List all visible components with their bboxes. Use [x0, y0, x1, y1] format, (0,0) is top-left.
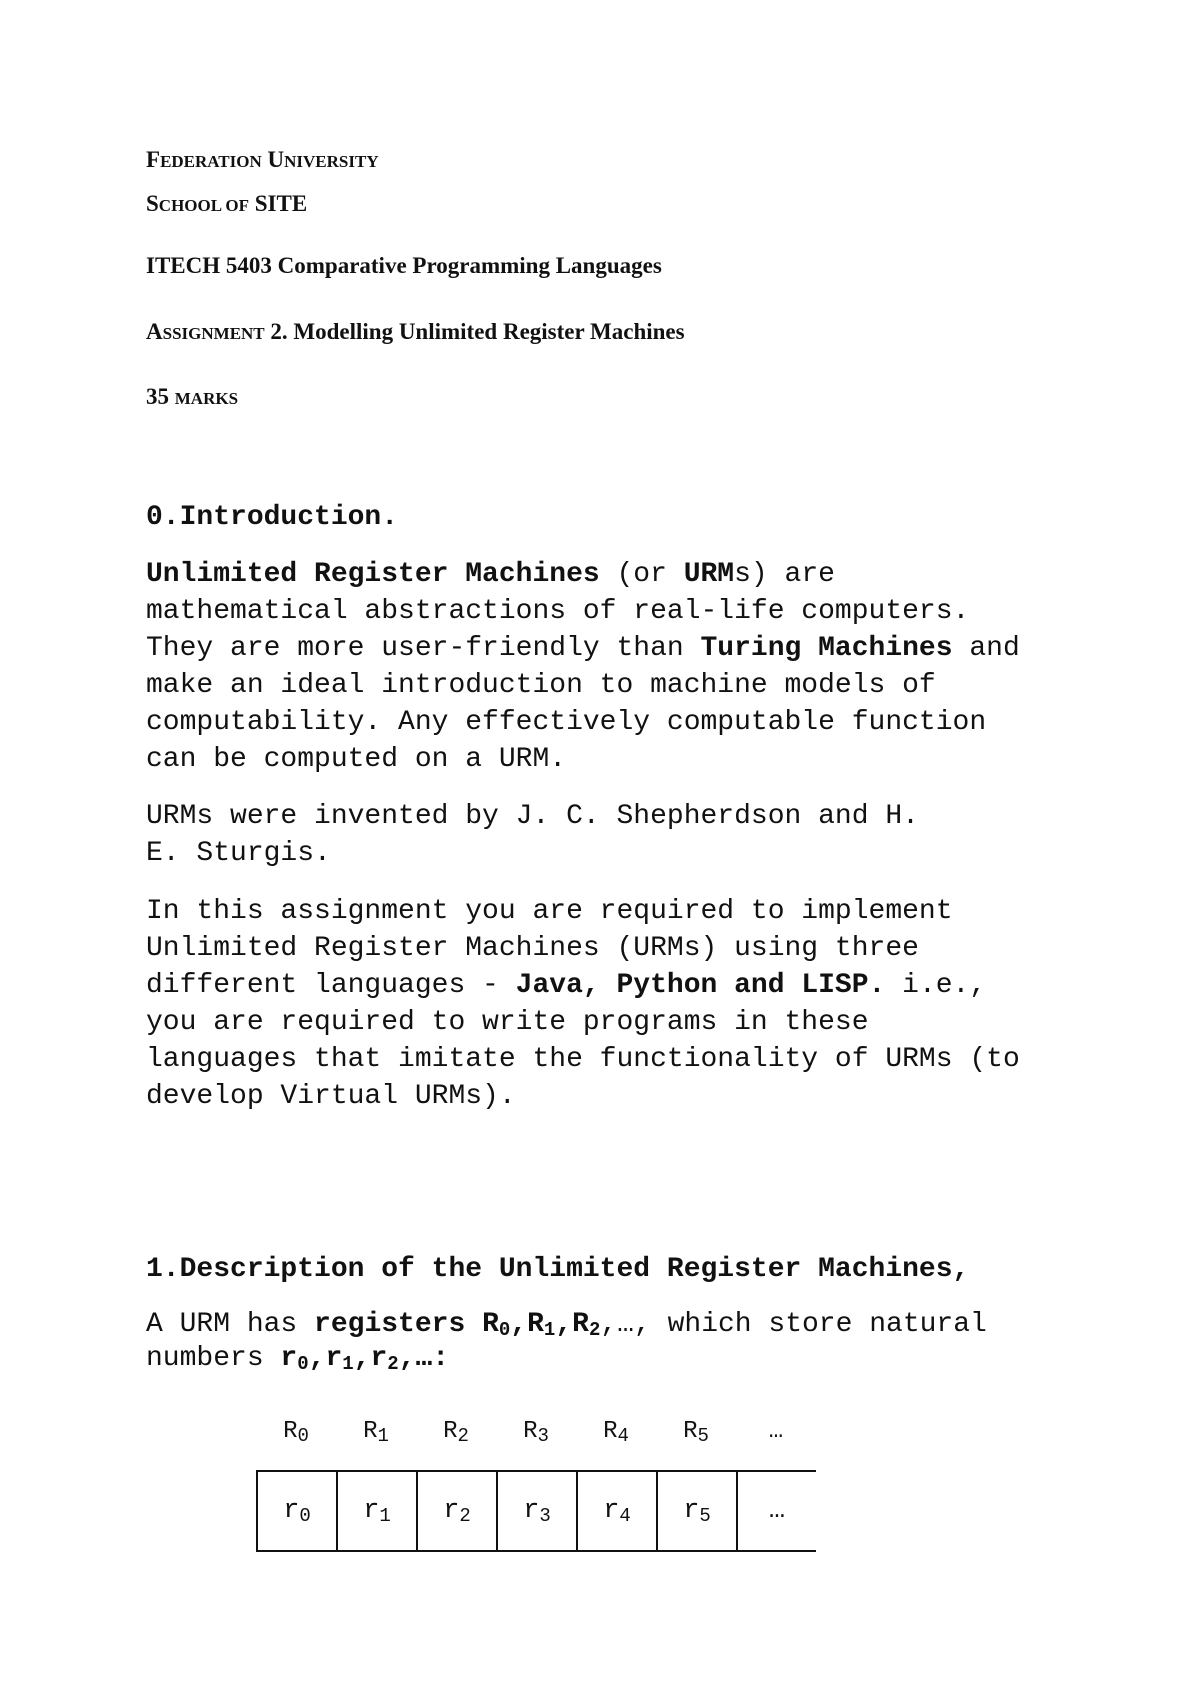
text-span: 1: [543, 1319, 556, 1341]
text-span: r: [443, 1495, 460, 1526]
university-initial-2: U: [267, 147, 285, 172]
course-title: ITECH 5403 Comparative Programming Languages: [146, 253, 662, 278]
text-span: (or: [599, 559, 684, 590]
text-span: 4: [617, 1425, 629, 1447]
assignment-title: [146, 320, 685, 343]
registers-line-2: [146, 1345, 449, 1374]
text-span: R: [572, 1309, 589, 1340]
text-span: 1: [379, 1504, 391, 1527]
inventors-line-1: URMs were invented by J. C. Shepherdson and H.: [146, 801, 919, 832]
text-span: 0: [498, 1319, 511, 1341]
text-span: s) are: [734, 559, 835, 590]
marks-line: [146, 385, 238, 408]
assignment-initial: A: [146, 319, 163, 344]
register-cell: [417, 1471, 497, 1551]
intro-line-4: make an ideal introduction to machine models of: [146, 670, 936, 701]
text-span: r: [325, 1343, 343, 1374]
languages-list: Java, Python and LISP.: [515, 970, 886, 1001]
text-span: 2: [387, 1353, 399, 1375]
text-span: 0: [297, 1353, 309, 1375]
text-span: R: [523, 1418, 538, 1445]
text-span: 2: [459, 1504, 471, 1527]
text-span: different languages -: [146, 970, 516, 1001]
task-line-5: languages that imitate the functionality of URMs (to: [146, 1044, 1020, 1075]
register-label: [416, 1418, 496, 1447]
register-table: [256, 1470, 816, 1552]
register-label: [736, 1418, 816, 1447]
text-span: 0: [299, 1504, 311, 1527]
university-word-rest: EDERATION: [160, 152, 262, 171]
register-label: [496, 1418, 576, 1447]
register-cell: [257, 1471, 337, 1551]
task-line-1: In this assignment you are required to implement: [146, 896, 953, 927]
text-span: r: [683, 1495, 700, 1526]
text-span: 1: [342, 1353, 354, 1375]
text-span: 0: [297, 1425, 309, 1447]
term-registers: registers: [314, 1309, 466, 1340]
text-span: 1: [377, 1425, 389, 1447]
text-span: 4: [619, 1504, 631, 1527]
register-cell: [497, 1471, 577, 1551]
text-span: 5: [697, 1425, 709, 1447]
register-values-row: [257, 1471, 816, 1551]
text-span: R: [443, 1418, 458, 1445]
assignment-name: 2. Modelling Unlimited Register Machines: [270, 319, 685, 344]
intro-line-6: can be computed on a URM.: [146, 744, 567, 775]
text-span: 3: [537, 1425, 549, 1447]
term-turing-machines: Turing Machines: [700, 633, 953, 664]
text-span: R: [527, 1309, 544, 1340]
university-name: [146, 148, 379, 171]
inventors-line-2: E. Sturgis.: [146, 838, 331, 869]
text-span: numbers: [146, 1343, 281, 1374]
text-span: i.e.,: [885, 970, 987, 1001]
text-span: 2: [457, 1425, 469, 1447]
marks-number: 35: [146, 384, 169, 409]
register-names-inline: $R_0,R_1,R_2$: [482, 1309, 601, 1341]
text-span: They are more user-friendly than: [146, 633, 701, 664]
intro-line-1: [146, 561, 835, 589]
register-label: [656, 1418, 736, 1447]
text-span: ,…:: [398, 1343, 450, 1374]
school-name: [146, 192, 307, 215]
register-cell: [577, 1471, 657, 1551]
register-cell: [657, 1471, 737, 1551]
text-span: 5: [699, 1504, 711, 1527]
text-span: R: [683, 1418, 698, 1445]
intro-line-2: mathematical abstractions of real-life computers.: [146, 596, 970, 627]
text-span: R: [482, 1309, 499, 1340]
text-span: …: [768, 1495, 786, 1526]
register-cell-ellipsis: [737, 1471, 816, 1551]
intro-line-3: [146, 635, 1020, 663]
text-span: and: [952, 633, 1020, 664]
register-label: [576, 1418, 656, 1447]
task-line-3: [146, 972, 986, 1000]
register-values-inline: $r_0,r_1,r_2,\dots$:: [280, 1343, 450, 1375]
term-urm: URM: [683, 559, 735, 590]
marks-label: MARKS: [174, 389, 239, 408]
text-span: r: [523, 1495, 540, 1526]
text-span: 3: [539, 1504, 551, 1527]
section-0-heading: 0.Introduction.: [146, 502, 399, 533]
intro-line-5: computability. Any effectively computable function: [146, 707, 987, 738]
section-1-heading: 1.Description of the Unlimited Register Machines,: [146, 1254, 970, 1285]
text-span: 2: [588, 1319, 601, 1341]
task-line-6: develop Virtual URMs).: [146, 1081, 516, 1112]
school-word-rest: CHOOL OF: [158, 196, 250, 215]
text-span: …: [768, 1418, 784, 1445]
text-span: r: [280, 1343, 298, 1374]
text-span: r: [370, 1343, 388, 1374]
text-span: which store natural: [650, 1309, 987, 1340]
text-span: ,…,: [600, 1309, 651, 1340]
task-line-4: you are required to write programs in these: [146, 1007, 869, 1038]
term-urm-full: Unlimited Register Machines: [146, 559, 600, 590]
text-span: r: [363, 1495, 380, 1526]
task-line-2: Unlimited Register Machines (URMs) using three: [146, 933, 919, 964]
register-label: [256, 1418, 336, 1447]
text-span: r: [603, 1495, 620, 1526]
assignment-word-rest: SSIGNMENT: [162, 324, 265, 343]
register-cell: [337, 1471, 417, 1551]
register-label: [336, 1418, 416, 1447]
text-span: A URM has: [146, 1309, 315, 1340]
text-span: R: [603, 1418, 618, 1445]
school-initial: S: [146, 191, 159, 216]
university-word-rest-2: NIVERSITY: [284, 152, 379, 171]
text-span: r: [283, 1495, 300, 1526]
university-initial: F: [146, 147, 161, 172]
registers-line-1: [146, 1311, 987, 1340]
school-site: SITE: [254, 191, 308, 216]
text-span: R: [283, 1418, 298, 1445]
text-span: R: [363, 1418, 378, 1445]
